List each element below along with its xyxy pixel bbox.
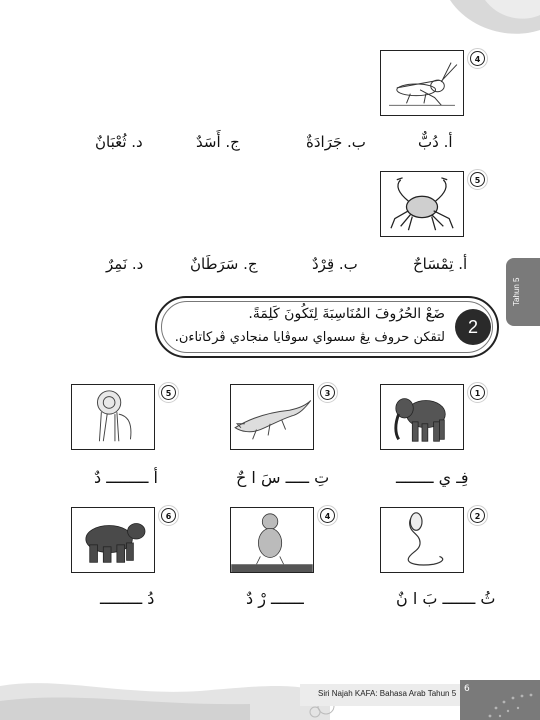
question-number-4: 4 [470,51,485,66]
side-tab [506,258,540,326]
q4-option-b[interactable]: ب. جَرَادَةٌ [306,133,366,151]
crocodile-icon [231,385,313,449]
item-2-picture [380,507,464,573]
q5-option-b[interactable]: ب. قِرْدٌ [312,255,358,273]
item-number-1: 1 [470,385,485,400]
grasshopper-picture [380,50,464,116]
item-number-5: 5 [161,385,176,400]
item-1-word[interactable]: فِـ ي ــــــــ [396,468,469,487]
q4-option-c[interactable]: ج. أَسَدٌ [196,133,240,151]
item-5-picture [71,384,155,450]
bear-icon [72,508,154,572]
item-number-4: 4 [320,508,335,523]
q5-option-d[interactable]: د. نَمِرٌ [106,255,144,273]
item-6-picture [71,507,155,573]
item-3-picture [230,384,314,450]
grasshopper-icon [381,51,463,115]
item-number-2: 2 [470,508,485,523]
corner-decoration-top [430,0,540,50]
section-number: 2 [467,317,478,337]
instruction-box [155,296,499,358]
section-number-circle [455,309,491,345]
item-2-word[interactable]: ثُ ـــــــ بَ ا نٌ [396,589,496,608]
item-number-6: 6 [161,508,176,523]
page-number: 6 [464,684,470,694]
cobra-icon [381,508,463,572]
q5-option-c[interactable]: ج. سَرَطَانٌ [190,255,258,273]
item-number-3: 3 [320,385,335,400]
q4-option-a[interactable]: أ. دُبٌّ [418,133,453,151]
instruction-arabic: ضَعْ الحُرُوفَ المُنَاسِبَةَ لِتَكُونَ كَلِمَةً. [248,306,445,322]
item-3-word[interactable]: تِ ـــــ سَ ا حٌ [236,468,330,487]
q5-option-a[interactable]: أ. تِمْسَاحٌ [413,255,468,273]
item-4-word[interactable]: ـــــــ رْ دٌ [246,589,304,608]
lion-icon [72,385,154,449]
item-6-word[interactable]: دُ ـــــــــ [100,589,155,608]
monkey-icon [231,508,313,572]
q4-option-d[interactable]: د. ثُعْبَانٌ [95,133,143,151]
crab-icon [381,172,463,236]
elephant-icon [381,385,463,449]
page-number-box [460,680,540,720]
instruction-jawi: لتقكن حروف يڠ سسواي سوڤايا منجادي ڤركاتاءن. [174,330,445,345]
footer-title: Siri Najah KAFA: Bahasa Arab Tahun 5 [318,689,457,698]
item-5-word[interactable]: أ ـــــــــ دٌ [94,468,158,487]
item-1-picture [380,384,464,450]
side-tab-label: Tahun 5 [512,277,521,306]
crab-picture [380,171,464,237]
item-4-picture [230,507,314,573]
question-number-5: 5 [470,172,485,187]
